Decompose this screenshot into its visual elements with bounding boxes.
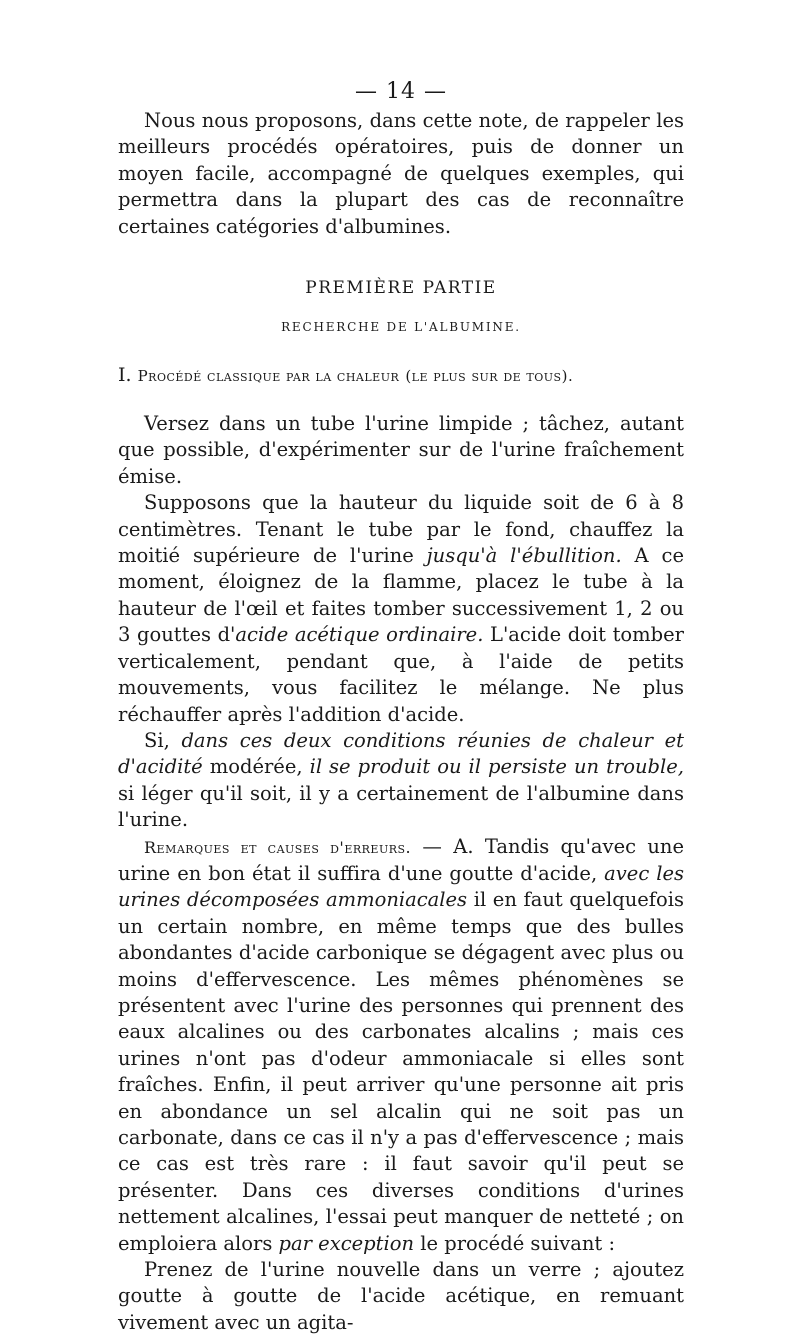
page — [118, 78, 684, 1336]
p4-emphasis-1: avec les urines décomposées ammoniacales — [118, 861, 685, 912]
p3-emphasis-2: il se produit ou il persiste un trouble, — [309, 755, 684, 779]
p3-text-a: Si, — [144, 728, 182, 752]
p2-emphasis-1: jusqu'à l'ébullition. — [426, 544, 622, 568]
intro-paragraph: Nous nous proposons, dans cette note, de rappeler les meilleurs procédés opératoires, puis de donner un moyen facile, accompagné de quelques exemples, qui permettra dans la plupart des cas de reconnaître certaines catégories d'albumines. — [118, 109, 684, 238]
section-title: Procédé classique par la chaleur — [137, 367, 400, 386]
section-heading — [118, 362, 684, 389]
p4-text-c: le procédé suivant : — [414, 1231, 616, 1255]
page-number: — 14 — — [355, 79, 447, 104]
p4-text-b: il en faut quelquefois un certain nombre, en même temps que des bulles abondantes d'acide carbonique se dégagent avec plus ou moins d'effervescence. Les mêmes phénomènes se présentent avec l'urine des personnes qui prennent des eaux alcalines ou des carbonates alcalins ; mais ces urines n'ont pas d'odeur ammoniacale si elles sont fraîches. Enfin, il peut arriver qu'une personne ait pris en abondance un sel alcalin qui ne soit pas un carbonate, dans ce cas il n'y a pas d'effervescence ; mais ce cas est très rare : il faut savoir qu'il peut se présenter. Dans ces diverses conditions d'urines nettement alcalines, l'essai peut manquer de netteté ; on emploiera alors — [118, 888, 684, 1255]
p2-text-c: L'acide doit tomber verticalement, pendant que, à l'aide de petits mouvements, vous facilitez le mélange. Ne plus réchauffer après l'addition d'acide. — [118, 623, 684, 726]
paragraph-1: Versez dans un tube l'urine limpide ; tâchez, autant que possible, d'expérimenter sur de l'urine fraîchement émise. — [118, 412, 684, 488]
p2-emphasis-2: acide acétique ordinaire. — [235, 623, 484, 647]
paragraph-5: Prenez de l'urine nouvelle dans un verre ; ajoutez goutte à goutte de l'acide acétique, en remuant vivement avec un agita- — [118, 1258, 684, 1334]
paragraph-3 — [118, 728, 684, 834]
p4-text-a: — A. Tandis qu'avec une urine en bon état il suffira d'une goutte d'acide, — [118, 834, 685, 885]
part-subtitle: RECHERCHE DE L'ALBUMINE. — [281, 320, 521, 335]
part-title: PREMIÈRE PARTIE — [305, 278, 497, 299]
section-number: I. — [118, 364, 132, 387]
paragraph-2 — [118, 490, 684, 728]
p3-text-c: si léger qu'il soit, il y a certainement de l'albumine dans l'urine. — [118, 781, 684, 832]
section-parenthetical: (le plus sur de tous). — [405, 367, 574, 386]
paragraph-4 — [118, 834, 684, 1258]
p2-text-a: Supposons que la hauteur du liquide soit de 6 à 8 centimètres. Tenant le tube par le fond, chauffez la moitié supérieure de l'urine — [118, 491, 684, 568]
p4-emphasis-2: par exception — [278, 1231, 415, 1255]
remarks-label: Remarques et causes d'erreurs. — [144, 837, 412, 857]
p3-text-b: modérée, — [202, 755, 310, 779]
p3-emphasis-1: dans ces deux conditions réunies de chaleur et d'acidité — [118, 728, 684, 779]
p2-text-b: A ce moment, éloignez de la flamme, placez le tube à la hauteur de l'œil et faites tomber successivement 1, 2 ou 3 gouttes d' — [118, 544, 684, 647]
